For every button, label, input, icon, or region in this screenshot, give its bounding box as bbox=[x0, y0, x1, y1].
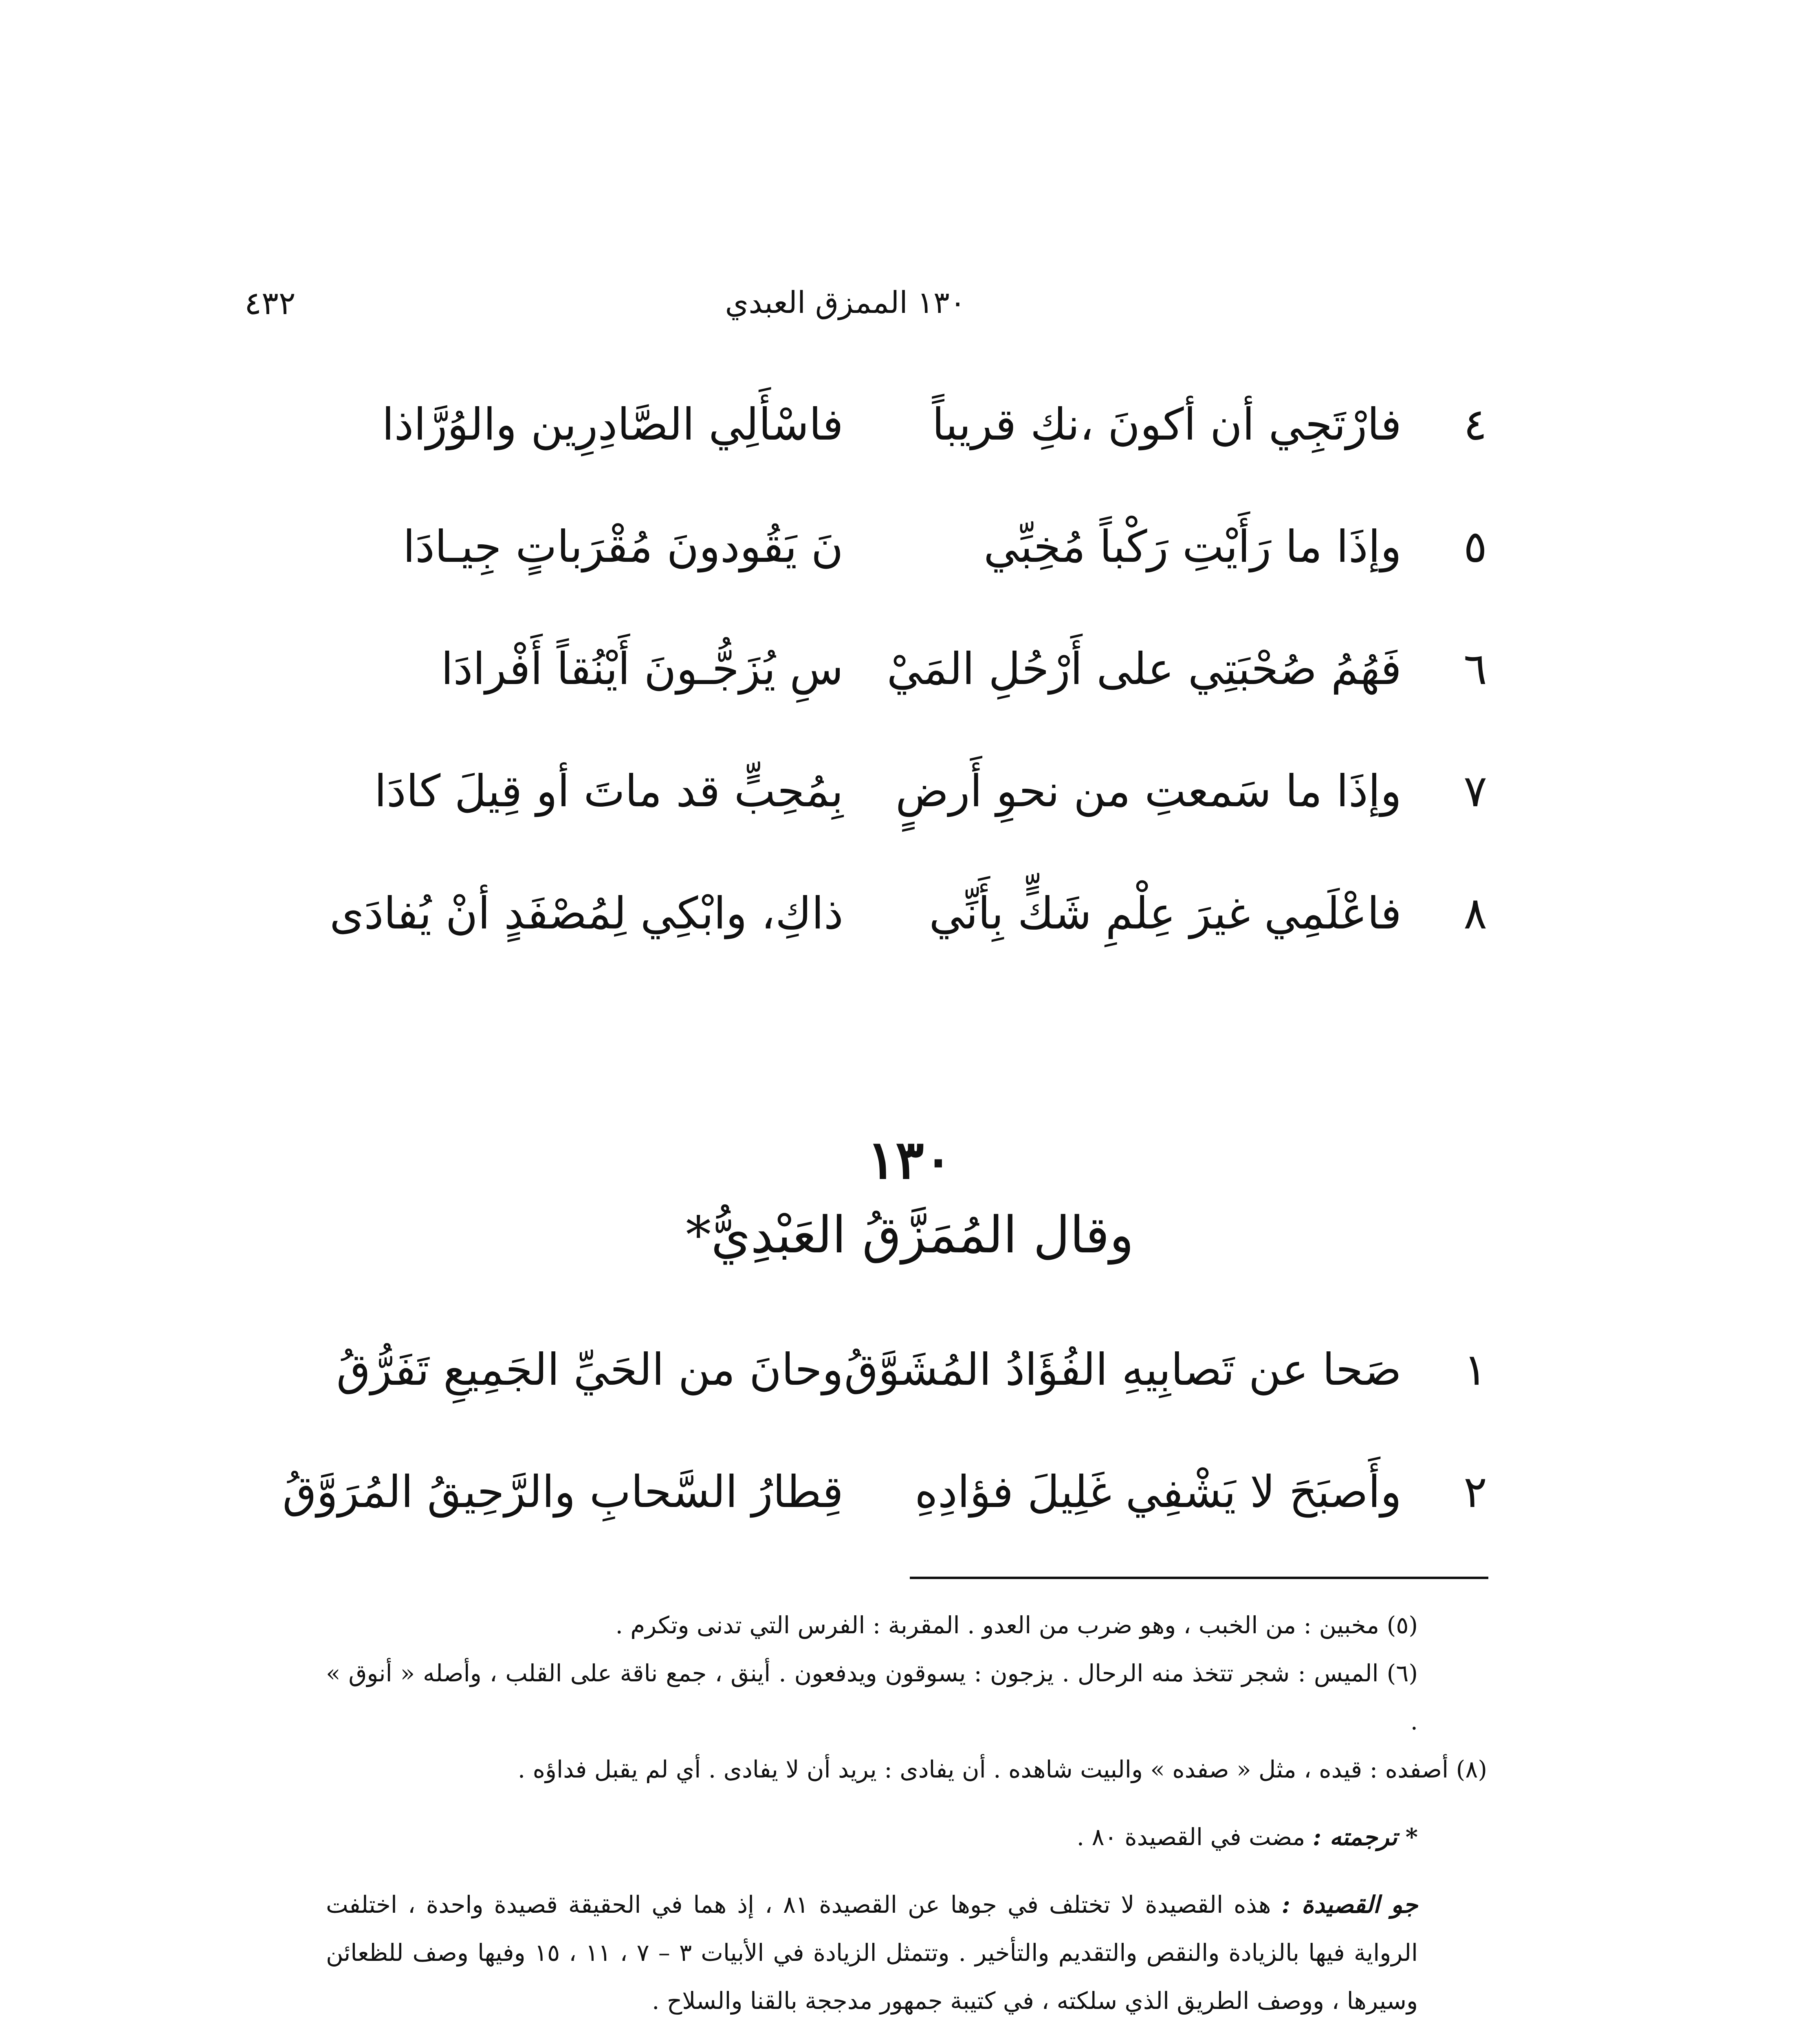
verse-line bbox=[354, 766, 1487, 888]
verse-first-hemistich: صَحا عن تَصابِيهِ الفُؤَادُ المُشَوَّقُ bbox=[844, 1344, 1402, 1395]
verse-second-hemistich: نَ يَقُودونَ مُقْرَباتٍ جِيـادَا bbox=[403, 521, 843, 572]
verse-second-hemistich: سِ يُزَجُّـونَ أَيْنُقاً أَفْرادَا bbox=[441, 644, 843, 695]
verse-number: ٢ bbox=[1463, 1467, 1487, 1518]
biography-note bbox=[326, 1813, 1487, 1861]
page-number: ٤٣٢ bbox=[244, 285, 296, 322]
verse-second-hemistich: فاسْأَلِي الصَّادِرِين والوُرَّاذا bbox=[382, 399, 843, 450]
verse-second-hemistich: ذاكِ، وابْكِي لِمُصْفَدٍ أنْ يُفادَى bbox=[329, 888, 843, 939]
biography-text: مضت في القصيدة ٨٠ . bbox=[1076, 1823, 1305, 1851]
biography-label: * ترجمته : bbox=[1312, 1823, 1418, 1851]
verse-first-hemistich: وأَصبَحَ لا يَشْفِي غَلِيلَ فؤادِهِ bbox=[915, 1467, 1402, 1518]
verse-line bbox=[282, 1467, 1487, 1589]
footnote-verse-5: (٥) مخبين : من الخبب ، وهو ضرب من العدو . المقربة : الفرس التي تدنى وتكرم . bbox=[615, 1611, 1418, 1639]
verse-line bbox=[354, 521, 1487, 644]
poem-context-label: جو القصيدة : bbox=[1281, 1891, 1418, 1918]
verse-first-hemistich: فاعْلَمِي غيرَ عِلْمِ شَكٍّ بِأَنِّي bbox=[929, 888, 1402, 939]
verse-line bbox=[354, 399, 1487, 521]
poem-number: ١٣٠ bbox=[867, 1128, 953, 1191]
verse-number: ٦ bbox=[1463, 644, 1487, 695]
verse-number: ١ bbox=[1463, 1344, 1487, 1395]
verse-line bbox=[354, 644, 1487, 766]
verse-second-hemistich: بِمُحِبٍّ قد ماتَ أو قِيلَ كادَا bbox=[374, 766, 843, 817]
verse-block-bottom bbox=[282, 1344, 1487, 1589]
verse-number: ٤ bbox=[1463, 399, 1487, 450]
verse-first-hemistich: فارْتَجِي أن أكونَ ،نكِ قريباً bbox=[932, 399, 1402, 450]
verse-second-hemistich: قِطارُ السَّحابِ والرَّحِيقُ المُرَوَّقُ bbox=[282, 1467, 843, 1518]
running-header: ١٣٠ الممزق العبدي bbox=[725, 285, 966, 320]
footnote-verse-8: (٨) أصفده : قيده ، مثل « صفده » والبيت شاهده . أن يفادى : يريد أن لا يفادى . أي لم يقبل فداؤه . bbox=[517, 1755, 1487, 1783]
verse-number: ٧ bbox=[1463, 766, 1487, 817]
footnotes bbox=[326, 1601, 1487, 2037]
poem-context-text: هذه القصيدة لا تختلف في جوها عن القصيدة ٨١ ، إذ هما في الحقيقة قصيدة واحدة ، اختلفت الرواية فيها بالزيادة والنقص والتقديم والتأخير . وتتمثل الزيادة في الأبيات ٣ – ٧ ، ١١ ، ١٥ وفيها وصف للظعائن وسيرها ، ووصف الطريق الذي سلكته ، في كتيبة جمهور مدججة بالقنا والسلاح . bbox=[326, 1891, 1418, 2015]
verse-line bbox=[336, 1344, 1487, 1467]
verse-second-hemistich: وحانَ من الحَيِّ الجَمِيعِ تَفَرُّقُ bbox=[336, 1344, 843, 1395]
verse-number: ٥ bbox=[1463, 521, 1487, 572]
verse-first-hemistich: وإذَا ما سَمعتِ من نحوِ أَرضٍ bbox=[895, 766, 1402, 817]
poem-context-note bbox=[326, 1881, 1487, 2025]
poem-title: وقال المُمَزَّقُ العَبْدِيُّ* bbox=[686, 1206, 1134, 1265]
footnote-verse-6: (٦) الميس : شجر تتخذ منه الرحال . يزجون : يسوقون ويدفعون . أينق ، جمع ناقة على القلب ، وأصله « أنوق » . bbox=[326, 1659, 1418, 1735]
footnote-divider bbox=[910, 1577, 1488, 1579]
verse-block-top bbox=[329, 399, 1487, 1010]
verse-line bbox=[329, 888, 1487, 1010]
verse-first-hemistich: وإذَا ما رَأَيْتِ رَكْباً مُخِبِّي bbox=[984, 521, 1402, 572]
verse-number: ٨ bbox=[1463, 888, 1487, 939]
verse-first-hemistich: فَهُمُ صُحْبَتِي على أَرْحُلِ المَيْ bbox=[887, 644, 1402, 695]
